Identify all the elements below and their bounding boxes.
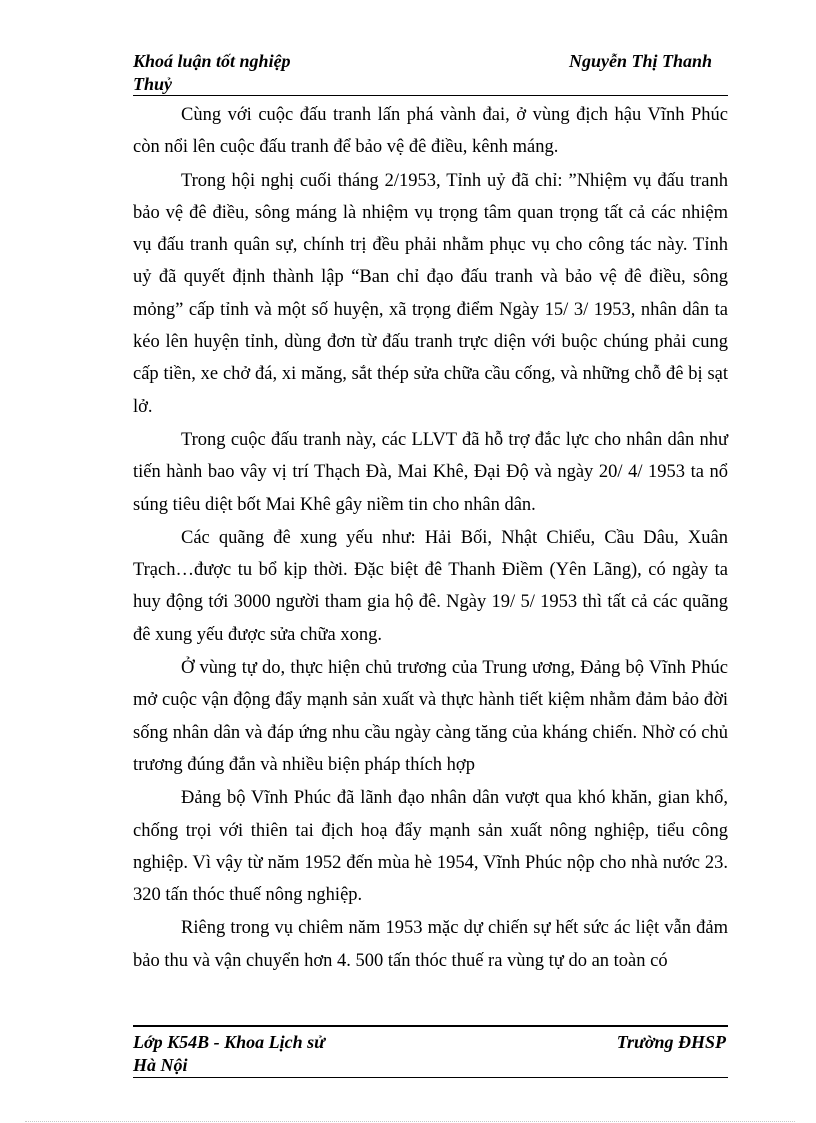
page-body (133, 99, 728, 978)
paragraph: Trong cuộc đấu tranh này, các LLVT đã hỗ trợ đắc lực cho nhân dân như tiến hành bao vây vị trí Thạch Đà, Mai Khê, Đại Độ và ngày 20/ 4/ 1953 ta nổ súng tiêu diệt bốt Mai Khê gây niềm tin cho nhân dân. (133, 429, 728, 515)
paragraph: Ở vùng tự do, thực hiện chủ trương của Trung ương, Đảng bộ Vĩnh Phúc mở cuộc vận động đẩy mạnh sản xuất và thực hành tiết kiệm nhằm đảm bảo đời sống nhân dân và đáp ứng nhu cầu ngày càng tăng của kháng chiến. Nhờ có chủ trương đúng đắn và nhiều biện pháp thích hợp (133, 658, 728, 775)
paragraph: Riêng trong vụ chiêm năm 1953 mặc dự chiến sự hết sức ác liệt vẫn đảm bảo thu và vận chuyển hơn 4. 500 tấn thóc thuế ra vùng tự do an toàn có (133, 918, 728, 971)
page-header (133, 50, 728, 96)
page-edge-divider (25, 1121, 795, 1122)
footer-university: Trường ĐHSP (616, 1032, 726, 1052)
footer-class-faculty: Lớp K54B - Khoa Lịch sử (133, 1032, 325, 1052)
header-thesis-title: Khoá luận tốt nghiệp (133, 51, 291, 71)
paragraph: Cùng với cuộc đấu tranh lấn phá vành đai, ở vùng địch hậu Vĩnh Phúc còn nổi lên cuộc đấu tranh để bảo vệ đê điều, kênh máng. (133, 105, 728, 158)
footer-divider-top (133, 1025, 728, 1027)
paragraph: Trong hội nghị cuối tháng 2/1953, Tỉnh uỷ đã chỉ: ”Nhiệm vụ đấu tranh bảo vệ đê điều, sông máng là nhiệm vụ trọng tâm quan trọng tất cả các nhiệm vụ đấu tranh quân sự, chính trị đều phải nhằm phục vụ cho công tác này. Tỉnh uỷ đã quyết định thành lập “Ban chỉ đạo đấu tranh và bảo vệ đê điều, sông mỏng” cấp tỉnh và một số huyện, xã trọng điểm Ngày 15/ 3/ 1953, nhân dân ta kéo lên huyện tỉnh, dùng đơn từ đấu tranh trực diện với buộc chúng phải cung cấp tiền, xe chở đá, xi măng, sắt thép sửa chữa cầu cống, và những chỗ đê bị sạt lở. (133, 170, 728, 417)
page-footer (133, 1031, 728, 1077)
header-divider (133, 95, 728, 96)
footer-divider-bottom (133, 1077, 728, 1078)
header-thesis-title-continued: Thuỷ (133, 74, 173, 94)
paragraph: Đảng bộ Vĩnh Phúc đã lãnh đạo nhân dân vượt qua khó khăn, gian khổ, chống trọi với thiên tai địch hoạ đẩy mạnh sản xuất nông nghiệp, tiểu công nghiệp. Vì vậy từ năm 1952 đến mùa hè 1954, Vĩnh Phúc nộp cho nhà nước 23. 320 tấn thóc thuế nông nghiệp. (133, 788, 728, 906)
footer-city: Hà Nội (133, 1055, 188, 1075)
header-author-name: Nguyễn Thị Thanh (568, 51, 712, 71)
paragraph: Các quãng đê xung yếu như: Hải Bối, Nhật Chiểu, Cầu Dâu, Xuân Trạch…được tu bổ kịp thời. Đặc biệt đê Thanh Điềm (Yên Lãng), có ngày ta huy động tới 3000 người tham gia hộ đê. Ngày 19/ 5/ 1953 thì tất cả các quãng đê xung yếu được sửa chữa xong. (133, 527, 728, 645)
